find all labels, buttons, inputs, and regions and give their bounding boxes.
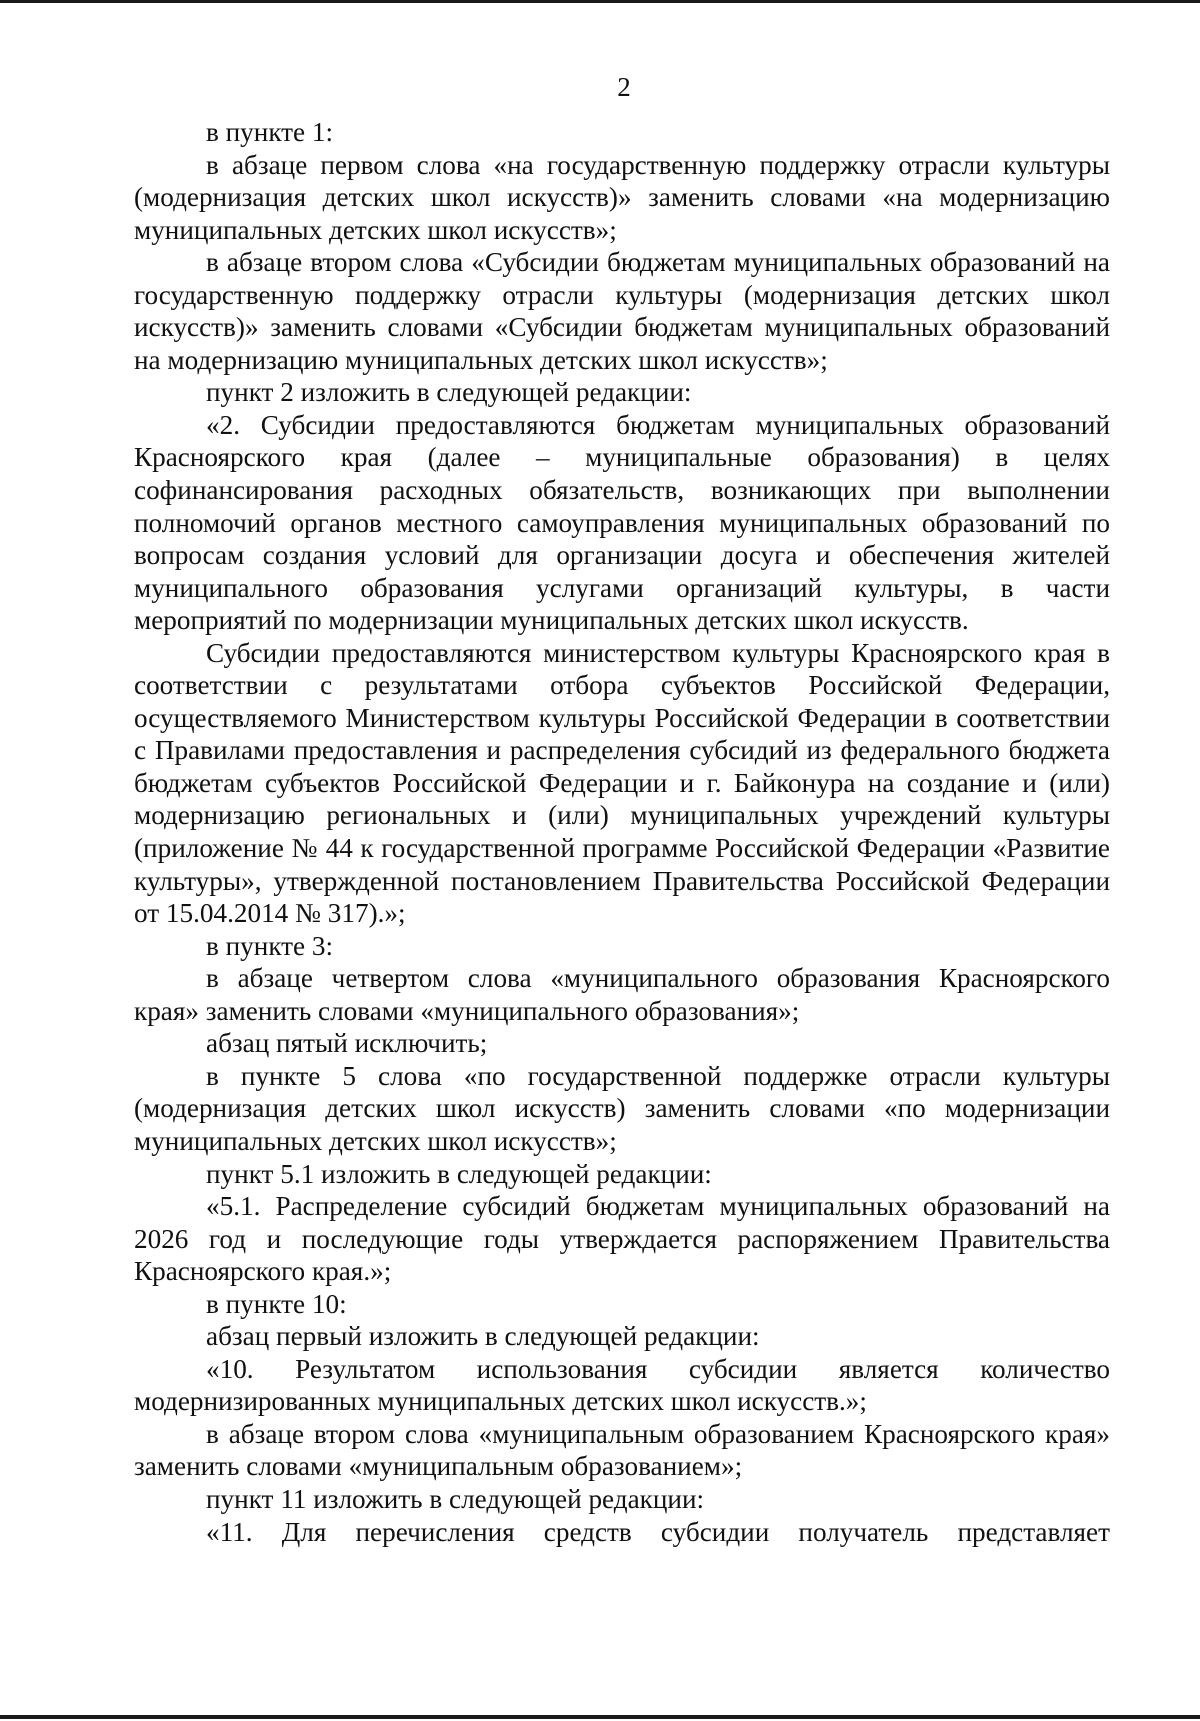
paragraph-8: в абзаце четвертом слова «муниципального образования Красноярского края» заменить словами «муниципального образования»; — [134, 963, 1110, 1026]
paragraph-12: «5.1. Распределение субсидий бюджетам муниципальных образований на 2026 год и последующие годы утверждается распоряжением Правительства Красноярского края.»; — [134, 1191, 1110, 1287]
page-number: 2 — [617, 72, 631, 102]
scan-top-edge — [0, 0, 1200, 3]
paragraph-16: в абзаце втором слова «муниципальным образованием Красноярского края» заменить словами «муниципальным образованием»; — [134, 1418, 1110, 1482]
paragraph-14: абзац первый изложить в следующей редакции: — [206, 1321, 760, 1352]
paragraph-1: в пункте 1: — [206, 117, 334, 147]
paragraph-9: абзац пятый исключить; — [206, 1028, 488, 1059]
paragraph-10: в пункте 5 слова «по государственной поддержке отрасли культуры (модернизация детских школ искусств) заменить словами «по модернизации муниципальных детских школ искусств»; — [134, 1060, 1110, 1156]
paragraph-4: пункт 2 изложить в следующей редакции: — [206, 377, 692, 408]
paragraph-2: в абзаце первом слова «на государственную поддержку отрасли культуры (модернизация детских школ искусств)» заменить словами «на модернизацию муниципальных детских школ искусств»; — [134, 149, 1110, 245]
paragraph-6: Субсидии предоставляются министерством культуры Красноярского края в соответствии с результатами отбора субъектов Российской Федерации, осуществляемого Министерством культуры Российской Федерации в соответствии с Правилами предоставления и распределения субсидий из федерального бюджета бюджетам субъектов Российской Федерации и г. Байконура на создание и (или) модернизацию региональных и (или) муниципальных учреждений культуры (приложение № 44 к государственной программе Российской Федерации «Развитие культуры», утвержденной постановлением Правительства Российской Федерации от 15.04.2014 № 317).»; — [134, 637, 1110, 929]
paragraph-7: в пункте 3: — [206, 930, 334, 961]
paragraph-13: в пункте 10: — [206, 1288, 347, 1319]
paragraph-5: «2. Субсидии предоставляются бюджетам муниципальных образований Красноярского края (далее – муниципальные образования) в целях софинансирования расходных обязательств, возникающих при выполнении полномочий органов местного самоуправления муниципальных образований по вопросам создания условий для организации досуга и обеспечения жителей муниципального образования услугами организаций культуры, в части мероприятий по модернизации муниципальных детских школ искусств. — [134, 409, 1110, 636]
document-body — [134, 116, 1110, 1548]
paragraph-15: «10. Результатом использования субсидии является количество модернизированных муниципальных детских школ искусств.»; — [134, 1353, 1110, 1417]
scan-bottom-edge — [0, 1715, 1200, 1719]
paragraph-18: «11. Для перечисления средств субсидии получатель представляет — [206, 1516, 1110, 1547]
paragraph-3: в абзаце втором слова «Субсидии бюджетам муниципальных образований на государственную поддержку отрасли культуры (модернизация детских школ искусств)» заменить словами «Субсидии бюджетам муниципальных образований на модернизацию муниципальных детских школ искусств»; — [134, 247, 1110, 375]
paragraph-17: пункт 11 изложить в следующей редакции: — [206, 1483, 705, 1514]
paragraph-11: пункт 5.1 изложить в следующей редакции: — [206, 1158, 712, 1189]
